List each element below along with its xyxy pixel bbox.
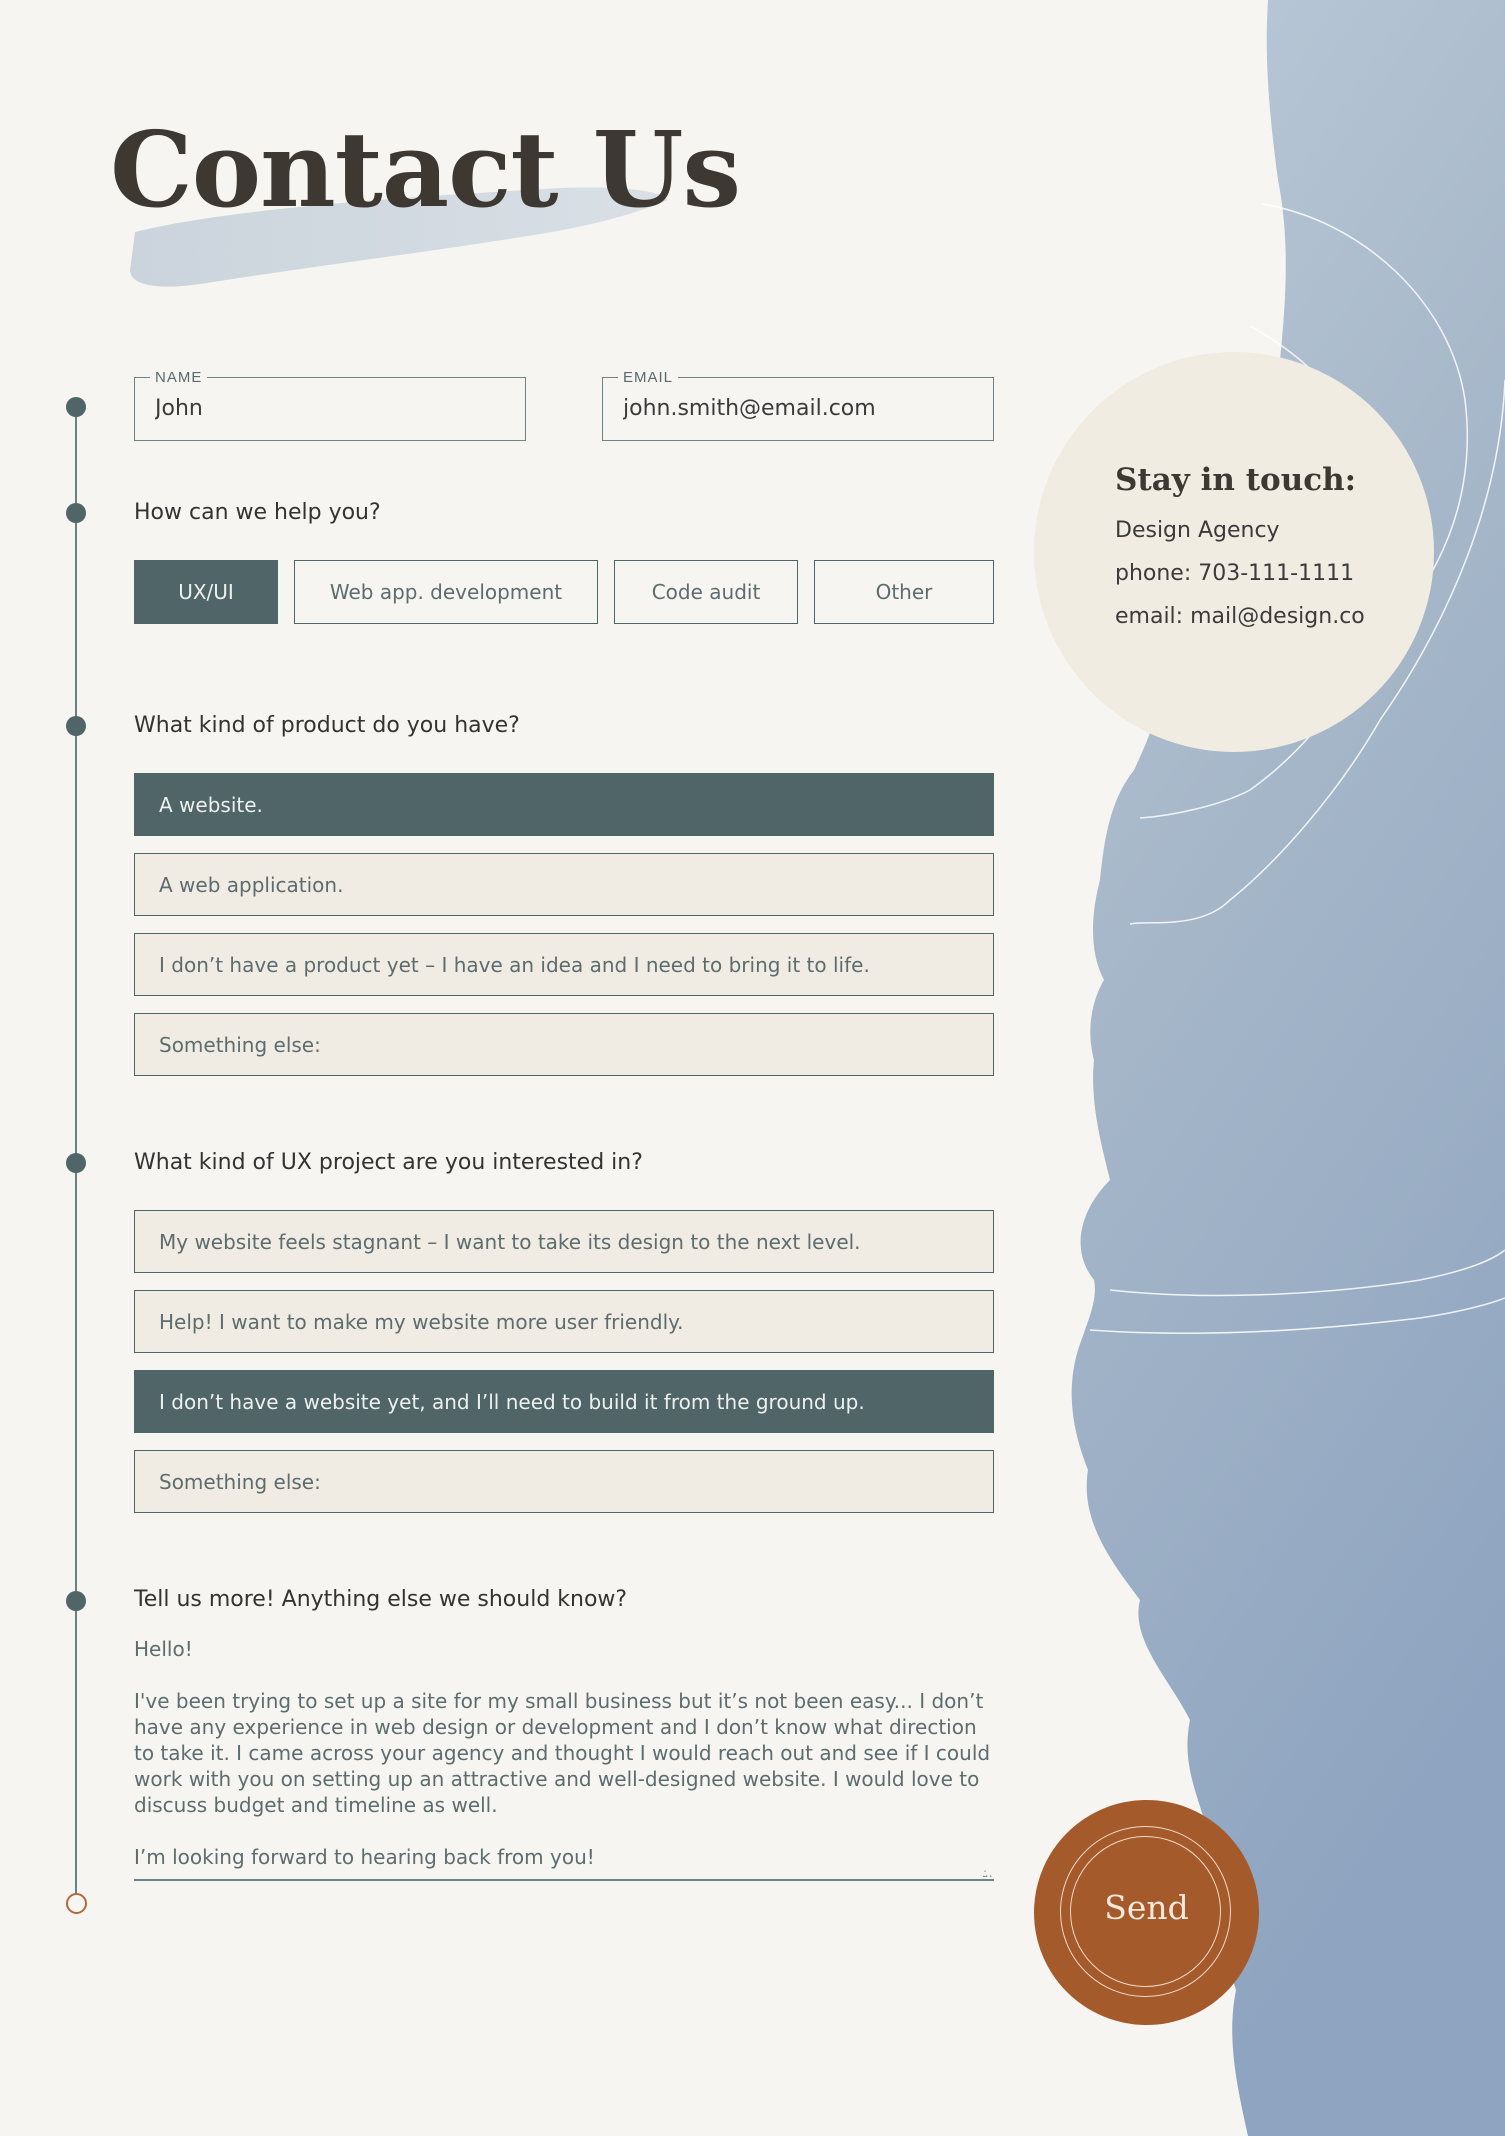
contact-company: Design Agency bbox=[1115, 518, 1280, 543]
service-option-web-app[interactable]: Web app. development bbox=[294, 560, 598, 624]
timeline-step-marker bbox=[66, 716, 86, 736]
service-option-uxui[interactable]: UX/UI bbox=[134, 560, 278, 624]
timeline-step-marker bbox=[66, 1591, 86, 1611]
timeline-step-marker bbox=[66, 1153, 86, 1173]
service-option-other[interactable]: Other bbox=[814, 560, 994, 624]
ux-option-build-from-scratch[interactable]: I don’t have a website yet, and I’ll need to build it from the ground up. bbox=[134, 1370, 994, 1433]
contact-phone: phone: 703-111-1111 bbox=[1115, 561, 1355, 586]
product-option-web-application[interactable]: A web application. bbox=[134, 853, 994, 916]
ux-project-question: What kind of UX project are you interested in? bbox=[134, 1150, 643, 1175]
contact-info-card bbox=[1034, 352, 1434, 752]
product-option-idea[interactable]: I don’t have a product yet – I have an idea and I need to bring it to life. bbox=[134, 933, 994, 996]
product-question: What kind of product do you have? bbox=[134, 713, 520, 738]
ux-option-something-else[interactable]: Something else: bbox=[134, 1450, 994, 1513]
message-closing: I’m looking forward to hearing back from you! bbox=[134, 1845, 595, 1869]
name-input[interactable] bbox=[155, 396, 495, 421]
contact-info-title: Stay in touch: bbox=[1115, 462, 1357, 498]
help-question: How can we help you? bbox=[134, 500, 381, 525]
message-greeting: Hello! bbox=[134, 1637, 193, 1661]
email-field[interactable] bbox=[602, 369, 994, 441]
contact-email: email: mail@design.co bbox=[1115, 604, 1365, 629]
send-button-label[interactable]: Send bbox=[1104, 1888, 1189, 1927]
name-field[interactable] bbox=[134, 369, 526, 441]
more-question: Tell us more! Anything else we should know? bbox=[134, 1587, 628, 1612]
ux-option-redesign[interactable]: My website feels stagnant – I want to take its design to the next level. bbox=[134, 1210, 994, 1273]
timeline-step-marker bbox=[66, 397, 86, 417]
ux-option-user-friendly[interactable]: Help! I want to make my website more user friendly. bbox=[134, 1290, 994, 1353]
resize-handle-icon[interactable]: .:‥ bbox=[982, 1866, 991, 1880]
service-option-code-audit[interactable]: Code audit bbox=[614, 560, 798, 624]
page-title: Contact Us bbox=[110, 108, 740, 231]
message-textarea[interactable] bbox=[134, 1636, 994, 1870]
message-underline bbox=[134, 1879, 994, 1881]
timeline-end-marker bbox=[66, 1893, 87, 1914]
email-legend: EMAIL bbox=[618, 369, 678, 386]
product-option-website[interactable]: A website. bbox=[134, 773, 994, 836]
product-option-something-else[interactable]: Something else: bbox=[134, 1013, 994, 1076]
name-legend: NAME bbox=[150, 369, 207, 386]
email-input[interactable] bbox=[623, 396, 963, 421]
timeline-step-marker bbox=[66, 503, 86, 523]
message-body: I've been trying to set up a site for my small business but it’s not been easy... I don’t have any experience in web design or development and I don’t know what direction to take it. I came across your agency and thought I would reach out and see if I could work with you on setting up an attractive and well-designed website. I would love to discuss budget and timeline as well. bbox=[134, 1689, 991, 1817]
